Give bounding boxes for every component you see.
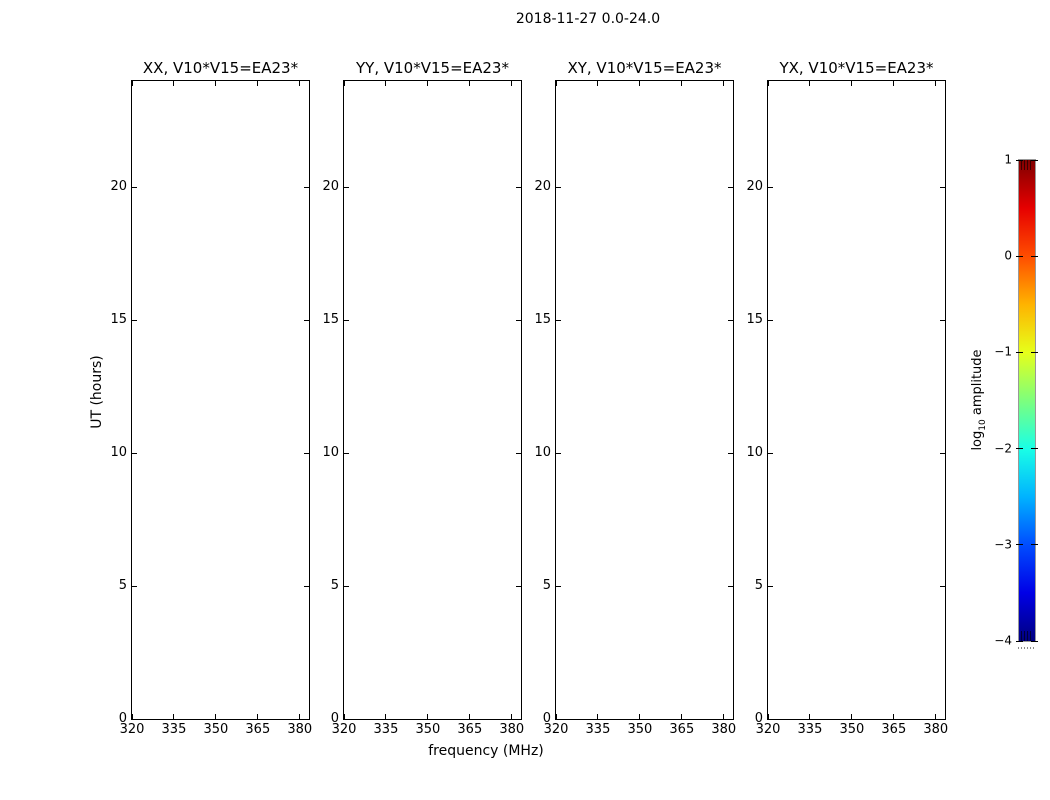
x-tick-label: 335 (585, 722, 611, 737)
x-tick-mark (768, 81, 769, 86)
y-tick-mark (344, 320, 349, 321)
x-tick-label: 380 (923, 722, 949, 737)
y-tick-mark (940, 187, 945, 188)
x-tick-mark (385, 714, 386, 719)
x-tick-mark (385, 81, 386, 86)
y-tick-mark (344, 719, 349, 720)
x-tick-label: 350 (839, 722, 865, 737)
colorbar-tick-label: −3 (994, 537, 1012, 552)
colorbar-tick-mark (1031, 448, 1038, 449)
x-tick-mark (469, 714, 470, 719)
colorbar-tick-label: −2 (994, 441, 1012, 456)
x-tick-mark (851, 81, 852, 86)
y-tick-label: 10 (746, 445, 763, 461)
x-tick-label: 320 (755, 722, 781, 737)
x-tick-mark (556, 81, 557, 86)
y-tick-label: 15 (322, 312, 339, 328)
x-tick-label: 350 (415, 722, 441, 737)
colorbar-tick-label: 1 (1004, 152, 1012, 167)
y-tick-mark (132, 586, 137, 587)
x-tick-mark (173, 81, 174, 86)
y-tick-label: 10 (322, 445, 339, 461)
x-tick-label: 320 (119, 722, 145, 737)
x-tick-mark (597, 714, 598, 719)
subplot-yx (746, 59, 949, 737)
y-tick-mark (556, 453, 561, 454)
x-tick-mark (639, 81, 640, 86)
x-tick-label: 335 (373, 722, 399, 737)
colorbar (994, 152, 1036, 648)
x-tick-mark (215, 714, 216, 719)
colorbar-tick-mark (1016, 544, 1023, 545)
x-tick-mark (723, 81, 724, 86)
x-tick-mark (257, 81, 258, 86)
x-tick-label: 350 (203, 722, 229, 737)
x-tick-mark (893, 714, 894, 719)
x-tick-label: 335 (797, 722, 823, 737)
colorbar-gradient (1019, 160, 1035, 641)
y-tick-mark (344, 586, 349, 587)
y-tick-mark (132, 320, 137, 321)
colorbar-tick-mark (1016, 160, 1023, 161)
y-axis-label: UT (hours) (89, 355, 105, 429)
colorbar-tick-mark (1031, 641, 1038, 642)
y-tick-mark (132, 187, 137, 188)
x-tick-mark (597, 81, 598, 86)
x-tick-mark (935, 714, 936, 719)
x-tick-mark (639, 714, 640, 719)
y-tick-mark (768, 586, 773, 587)
figure-title: 2018-11-27 0.0-24.0 (515, 11, 661, 27)
colorbar-tick-mark (1031, 544, 1038, 545)
x-tick-label: 365 (245, 722, 271, 737)
y-tick-mark (940, 586, 945, 587)
y-tick-label: 20 (322, 179, 339, 195)
x-tick-label: 320 (543, 722, 569, 737)
y-tick-mark (940, 453, 945, 454)
x-tick-label: 380 (287, 722, 313, 737)
y-tick-mark (132, 453, 137, 454)
y-tick-label: 0 (754, 711, 763, 726)
colorbar-tick-mark (1031, 352, 1038, 353)
y-tick-label: 10 (110, 445, 127, 461)
y-tick-label: 0 (118, 711, 127, 726)
colorbar-tick-label: −1 (994, 344, 1012, 359)
colorbar-tick-mark (1016, 352, 1023, 353)
y-tick-label: 5 (754, 578, 763, 594)
y-tick-label: 15 (534, 312, 551, 328)
y-tick-mark (344, 187, 349, 188)
colorbar-label-post: amplitude (970, 349, 986, 420)
x-tick-mark (132, 81, 133, 86)
subplot-title-yx: YX, V10*V15=EA23* (779, 59, 934, 77)
y-tick-mark (556, 320, 561, 321)
y-tick-mark (768, 187, 773, 188)
y-tick-mark (940, 320, 945, 321)
x-tick-mark (935, 81, 936, 86)
x-tick-mark (851, 714, 852, 719)
subplot-title-xy: XY, V10*V15=EA23* (567, 59, 722, 77)
x-tick-mark (427, 81, 428, 86)
plot-area-xy (534, 80, 737, 737)
colorbar-bottom-dots (1018, 647, 1036, 649)
y-tick-label: 0 (330, 711, 339, 726)
plot-area-xx (110, 80, 313, 737)
y-tick-mark (132, 719, 137, 720)
colorbar-label-pre: log (970, 430, 986, 451)
x-tick-mark (511, 81, 512, 86)
x-axis-label: frequency (MHz) (428, 743, 544, 759)
y-tick-label: 5 (330, 578, 339, 594)
colorbar-tick-mark (1031, 160, 1038, 161)
subplot-title-yy: YY, V10*V15=EA23* (356, 59, 509, 77)
x-tick-label: 365 (881, 722, 907, 737)
y-tick-label: 0 (542, 711, 551, 726)
y-tick-mark (556, 187, 561, 188)
x-tick-mark (893, 81, 894, 86)
x-tick-mark (299, 81, 300, 86)
y-tick-mark (768, 453, 773, 454)
subplot-xx (110, 59, 313, 737)
y-tick-mark (556, 719, 561, 720)
x-tick-mark (681, 81, 682, 86)
y-tick-label: 20 (110, 179, 127, 195)
y-tick-mark (940, 719, 945, 720)
colorbar-label (970, 349, 988, 450)
x-tick-label: 350 (627, 722, 653, 737)
y-tick-label: 5 (542, 578, 551, 594)
y-tick-mark (768, 320, 773, 321)
x-tick-label: 380 (711, 722, 737, 737)
colorbar-bottom-hatch (1021, 631, 1033, 641)
x-tick-label: 335 (161, 722, 187, 737)
x-tick-mark (469, 81, 470, 86)
colorbar-tick-mark (1016, 448, 1023, 449)
y-tick-mark (556, 586, 561, 587)
x-tick-label: 365 (457, 722, 483, 737)
y-tick-label: 10 (534, 445, 551, 461)
x-tick-mark (427, 714, 428, 719)
plot-area-yy (322, 80, 525, 737)
x-tick-mark (344, 81, 345, 86)
x-tick-mark (215, 81, 216, 86)
x-tick-label: 380 (499, 722, 525, 737)
y-tick-label: 5 (118, 578, 127, 594)
y-tick-mark (344, 453, 349, 454)
y-tick-label: 20 (534, 179, 551, 195)
colorbar-label-sub: 10 (977, 419, 988, 431)
subplot-yy (322, 59, 525, 737)
colorbar-tick-mark (1016, 256, 1023, 257)
x-tick-mark (173, 714, 174, 719)
y-tick-mark (768, 719, 773, 720)
x-tick-mark (809, 714, 810, 719)
y-tick-label: 15 (110, 312, 127, 328)
x-tick-label: 365 (669, 722, 695, 737)
colorbar-tick-mark (1031, 256, 1038, 257)
colorbar-tick-label: −4 (994, 633, 1012, 648)
y-tick-label: 20 (746, 179, 763, 195)
x-tick-mark (257, 714, 258, 719)
x-tick-mark (809, 81, 810, 86)
colorbar-tick-label: 0 (1004, 248, 1012, 263)
x-tick-mark (681, 714, 682, 719)
subplot-title-xx: XX, V10*V15=EA23* (142, 59, 299, 77)
colorbar-top-hatch (1021, 160, 1033, 170)
subplot-xy (534, 59, 737, 737)
x-tick-label: 320 (331, 722, 357, 737)
y-tick-label: 15 (746, 312, 763, 328)
plot-area-yx (746, 80, 949, 737)
colorbar-tick-mark (1016, 641, 1023, 642)
